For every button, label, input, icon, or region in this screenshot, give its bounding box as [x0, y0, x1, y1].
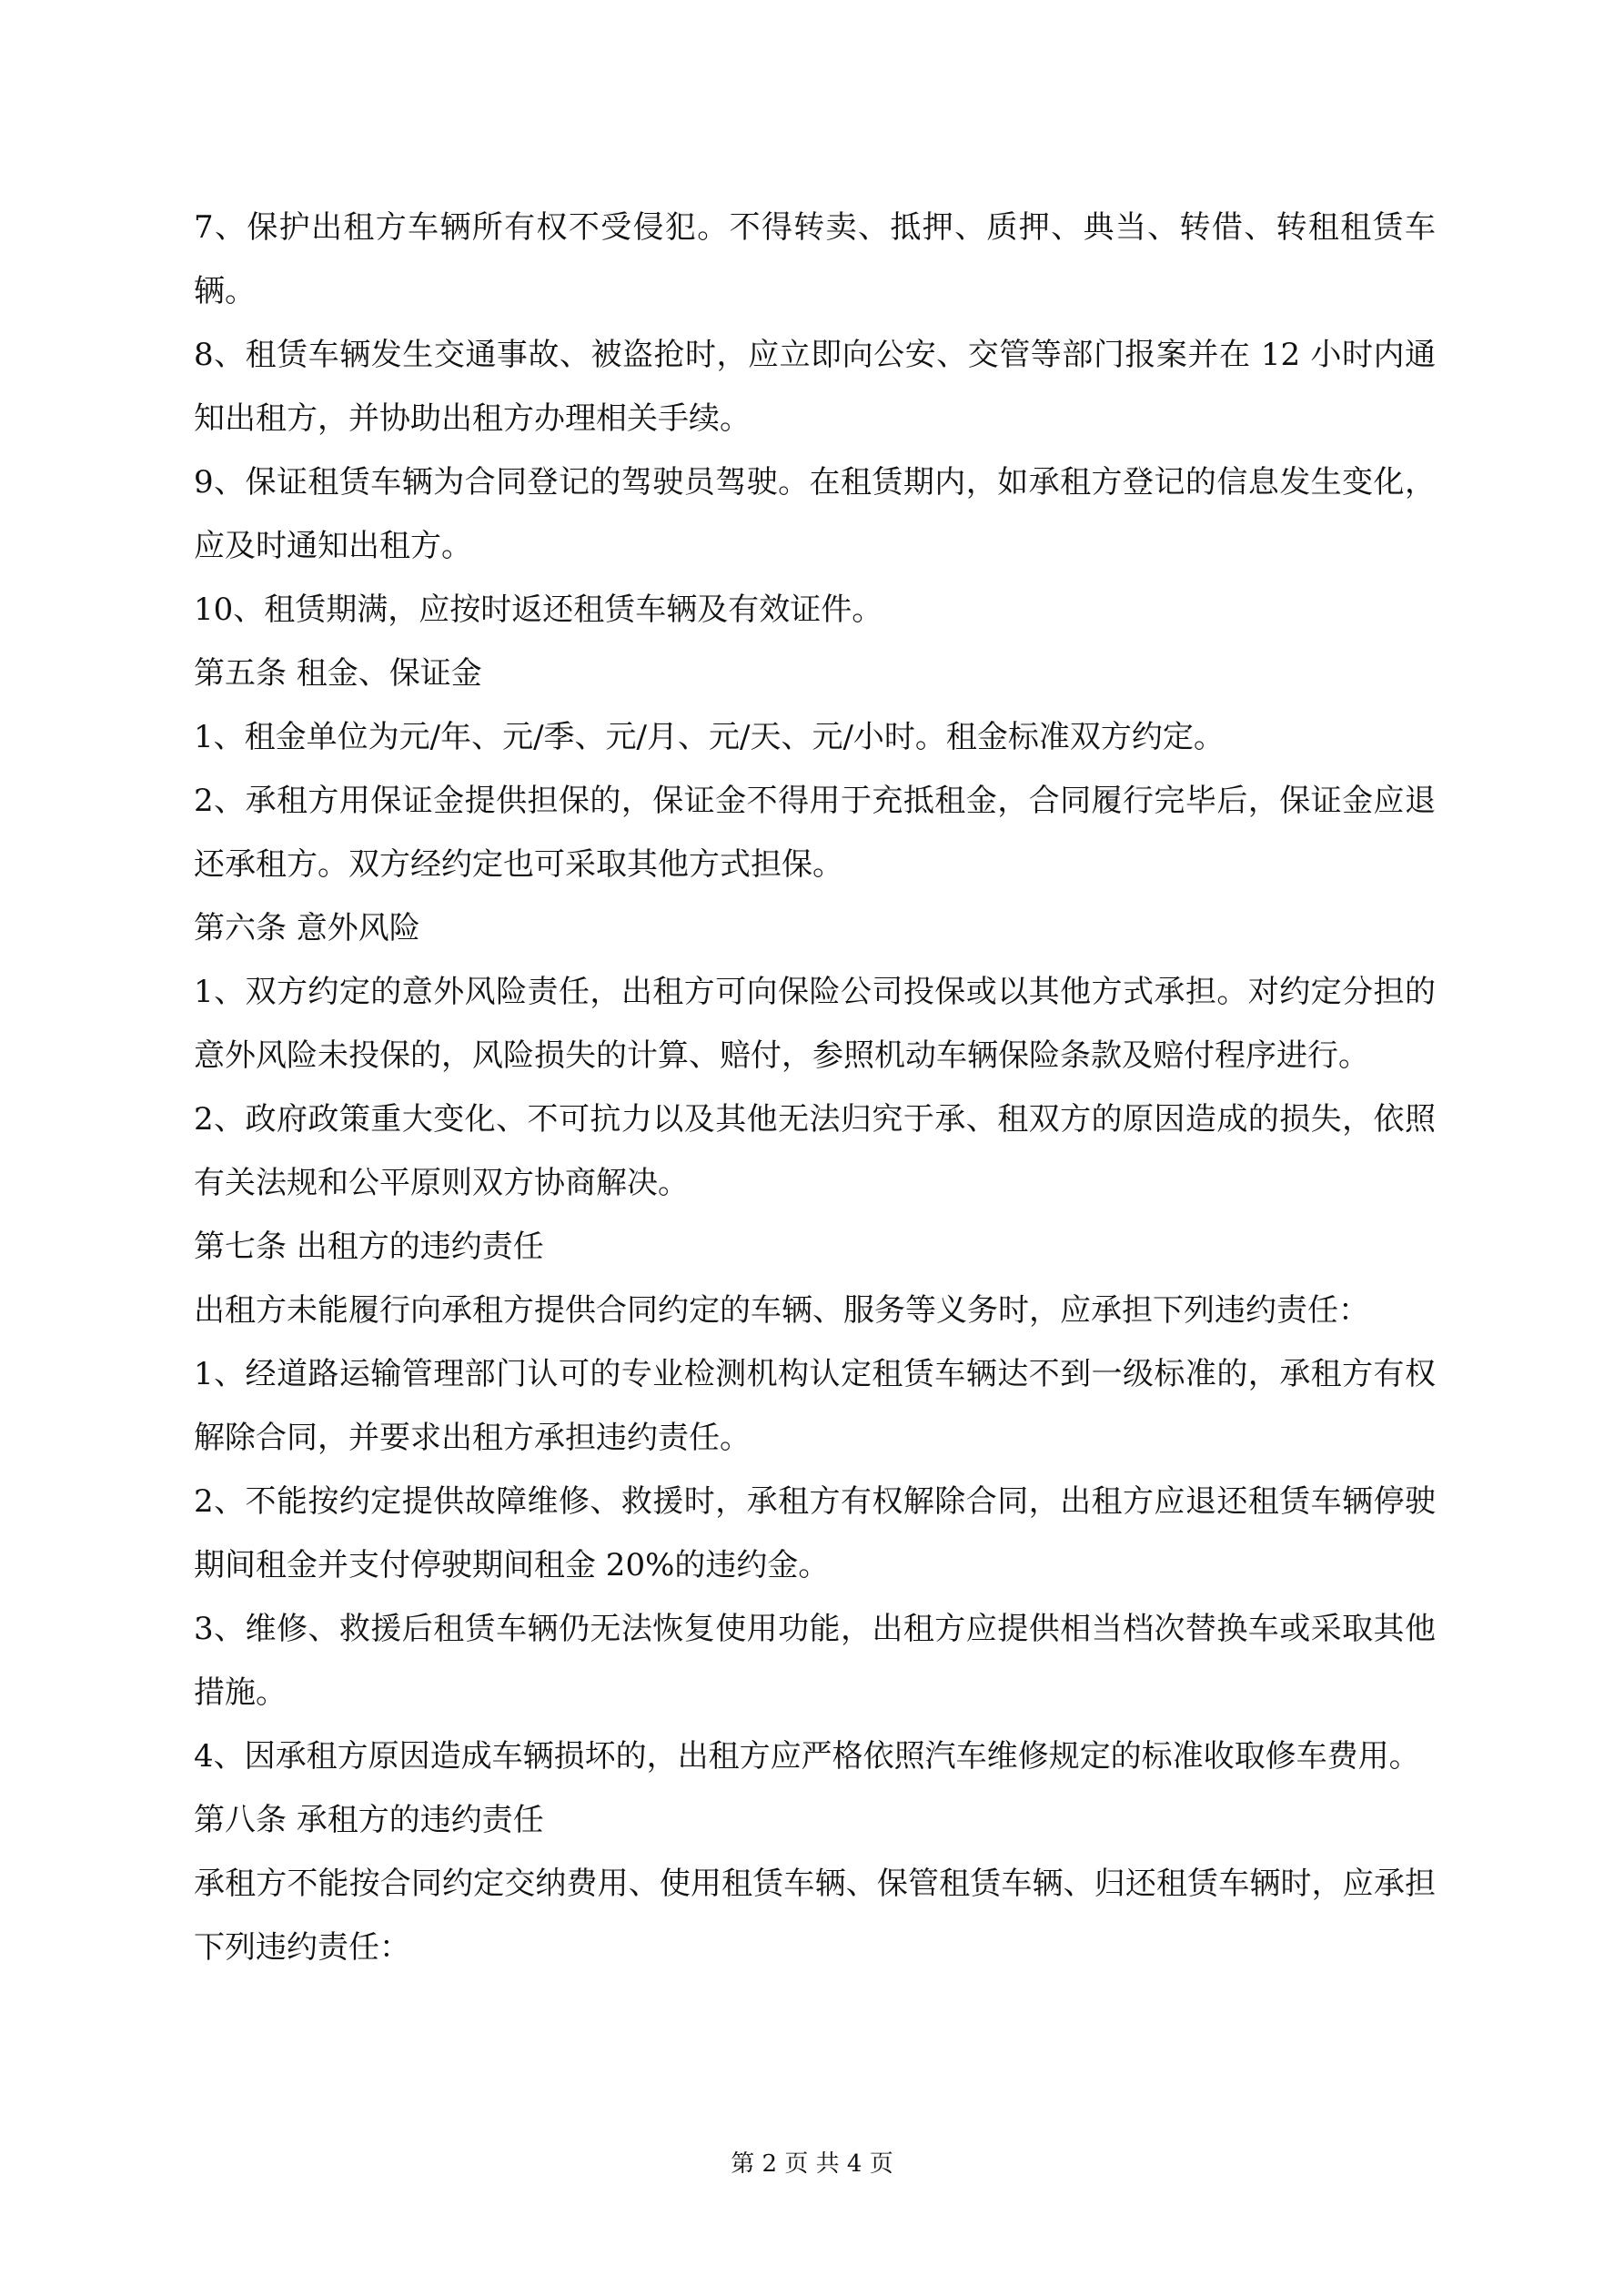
- article-7-clause-1: 1、经道路运输管理部门认可的专业检测机构认定租赁车辆达不到一级标准的，承租方有权解除合同，并要求出租方承担违约责任。: [194, 1356, 1436, 1456]
- document-body: [194, 196, 1436, 1979]
- clause-7: 7、保护出租方车辆所有权不受侵犯。不得转卖、抵押、质押、典当、转借、转租租赁车辆。: [194, 209, 1436, 309]
- article-7-heading: 第七条 出租方的违约责任: [194, 1229, 544, 1265]
- clause-8: 8、租赁车辆发生交通事故、被盗抢时，应立即向公安、交管等部门报案并在 12 小时内通知出租方，并协助出租方办理相关手续。: [194, 337, 1436, 437]
- article-8-heading: 第八条 承租方的违约责任: [194, 1802, 544, 1838]
- article-5-heading: 第五条 租金、保证金: [194, 655, 482, 692]
- article-7-intro: 出租方未能履行向承租方提供合同约定的车辆、服务等义务时，应承担下列违约责任：: [194, 1292, 1369, 1329]
- article-5-clause-2: 2、承租方用保证金提供担保的，保证金不得用于充抵租金，合同履行完毕后，保证金应退还承租方。双方经约定也可采取其他方式担保。: [194, 783, 1436, 883]
- article-6-heading: 第六条 意外风险: [194, 910, 420, 946]
- article-6-clause-2: 2、政府政策重大变化、不可抗力以及其他无法归究于承、租双方的原因造成的损失，依照有关法规和公平原则双方协商解决。: [194, 1101, 1436, 1201]
- page-footer: [0, 2148, 1624, 2180]
- article-5-clause-1: 1、租金单位为元/年、元/季、元/月、元/天、元/小时。租金标准双方约定。: [194, 719, 1225, 755]
- clause-10: 10、租赁期满，应按时返还租赁车辆及有效证件。: [194, 592, 883, 628]
- clause-9: 9、保证租赁车辆为合同登记的驾驶员驾驶。在租赁期内，如承租方登记的信息发生变化，应及时通知出租方。: [194, 464, 1436, 564]
- article-6-clause-1: 1、双方约定的意外风险责任，出租方可向保险公司投保或以其他方式承担。对约定分担的意外风险未投保的，风险损失的计算、赔付，参照机动车辆保险条款及赔付程序进行。: [194, 974, 1436, 1074]
- article-7-clause-2: 2、不能按约定提供故障维修、救援时，承租方有权解除合同，出租方应退还租赁车辆停驶期间租金并支付停驶期间租金 20%的违约金。: [194, 1483, 1436, 1583]
- article-8-intro: 承租方不能按合同约定交纳费用、使用租赁车辆、保管租赁车辆、归还租赁车辆时，应承担下列违约责任：: [194, 1866, 1436, 1966]
- article-7-clause-4: 4、因承租方原因造成车辆损坏的，出租方应严格依照汽车维修规定的标准收取修车费用。: [194, 1738, 1420, 1775]
- article-7-clause-3: 3、维修、救援后租赁车辆仍无法恢复使用功能，出租方应提供相当档次替换车或采取其他措施。: [194, 1611, 1436, 1711]
- page-number-label: 第 2 页 共 4 页: [731, 2150, 893, 2178]
